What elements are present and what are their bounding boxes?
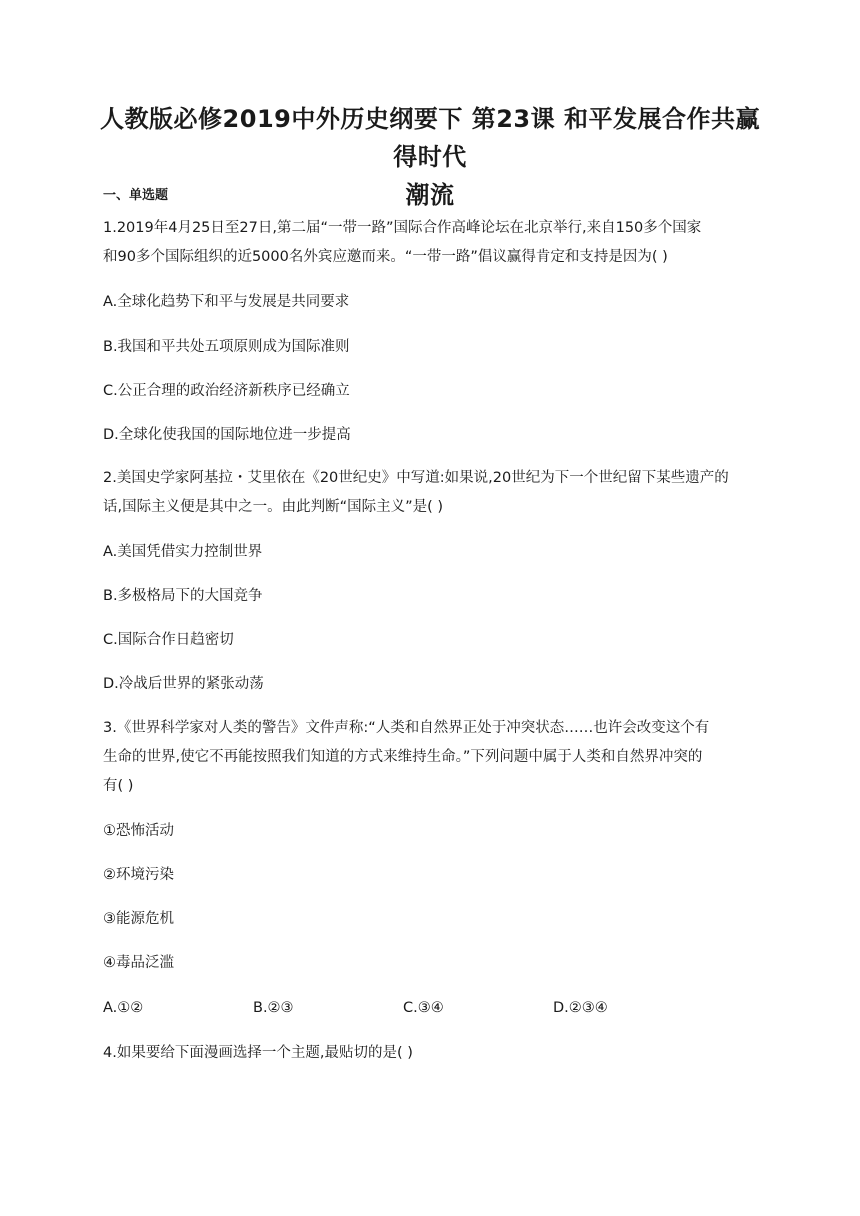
question-3-options [103, 994, 763, 1023]
section-header: 一、单选题 [103, 188, 169, 203]
question-3-option-c: C.③④ [403, 1000, 444, 1016]
question-2-option-b: B.多极格局下的大国竞争 [103, 588, 263, 604]
question-4-stem-line-1: 4.如果要给下面漫画选择一个主题,最贴切的是( ) [103, 1045, 413, 1061]
question-1-option-d: D.全球化使我国的国际地位进一步提高 [103, 427, 351, 443]
title-line-1: 人教版必修2019中外历史纲要下 第23课 和平发展合作共赢得时代 [100, 105, 760, 171]
question-3-item-3: ③能源危机 [103, 911, 174, 927]
question-3-stem-line-3: 有( ) [103, 778, 134, 794]
question-2-option-d: D.冷战后世界的紧张动荡 [103, 676, 264, 692]
question-1-option-b: B.我国和平共处五项原则成为国际准则 [103, 339, 350, 355]
question-3-option-a: A.①② [103, 1000, 144, 1016]
question-2-stem-line-1: 2.美国史学家阿基拉・艾里依在《20世纪史》中写道:如果说,20世纪为下一个世纪留下某些遗产的 [103, 470, 729, 486]
question-2 [103, 464, 763, 522]
document-title [100, 100, 760, 214]
question-3-option-d: D.②③④ [553, 1000, 608, 1016]
question-3 [103, 714, 763, 801]
question-3-option-b: B.②③ [253, 1000, 294, 1016]
question-4 [103, 1039, 763, 1068]
question-1-stem-line-2: 和90多个国际组织的近5000名外宾应邀而来。“一带一路”倡议赢得肯定和支持是因为( ) [103, 249, 668, 265]
question-2-stem-line-2: 话,国际主义便是其中之一。由此判断“国际主义”是( ) [103, 499, 444, 515]
question-1-option-c: C.公正合理的政治经济新秩序已经确立 [103, 383, 350, 399]
question-2-option-a: A.美国凭借实力控制世界 [103, 544, 263, 560]
question-3-stem-line-1: 3.《世界科学家对人类的警告》文件声称:“人类和自然界正处于冲突状态……也许会改变这个有 [103, 720, 710, 736]
question-3-item-2: ②环境污染 [103, 867, 174, 883]
title-line-2: 潮流 [405, 181, 455, 209]
question-1 [103, 214, 763, 272]
question-2-option-c: C.国际合作日趋密切 [103, 632, 234, 648]
question-1-stem-line-1: 1.2019年4月25日至27日,第二届“一带一路”国际合作高峰论坛在北京举行,来自150多个国家 [103, 220, 702, 236]
question-3-item-1: ①恐怖活动 [103, 823, 174, 839]
question-3-item-4: ④毒品泛滥 [103, 955, 174, 971]
question-3-stem-line-2: 生命的世界,使它不再能按照我们知道的方式来维持生命。”下列问题中属于人类和自然界冲突的 [103, 749, 703, 765]
question-1-option-a: A.全球化趋势下和平与发展是共同要求 [103, 294, 350, 310]
